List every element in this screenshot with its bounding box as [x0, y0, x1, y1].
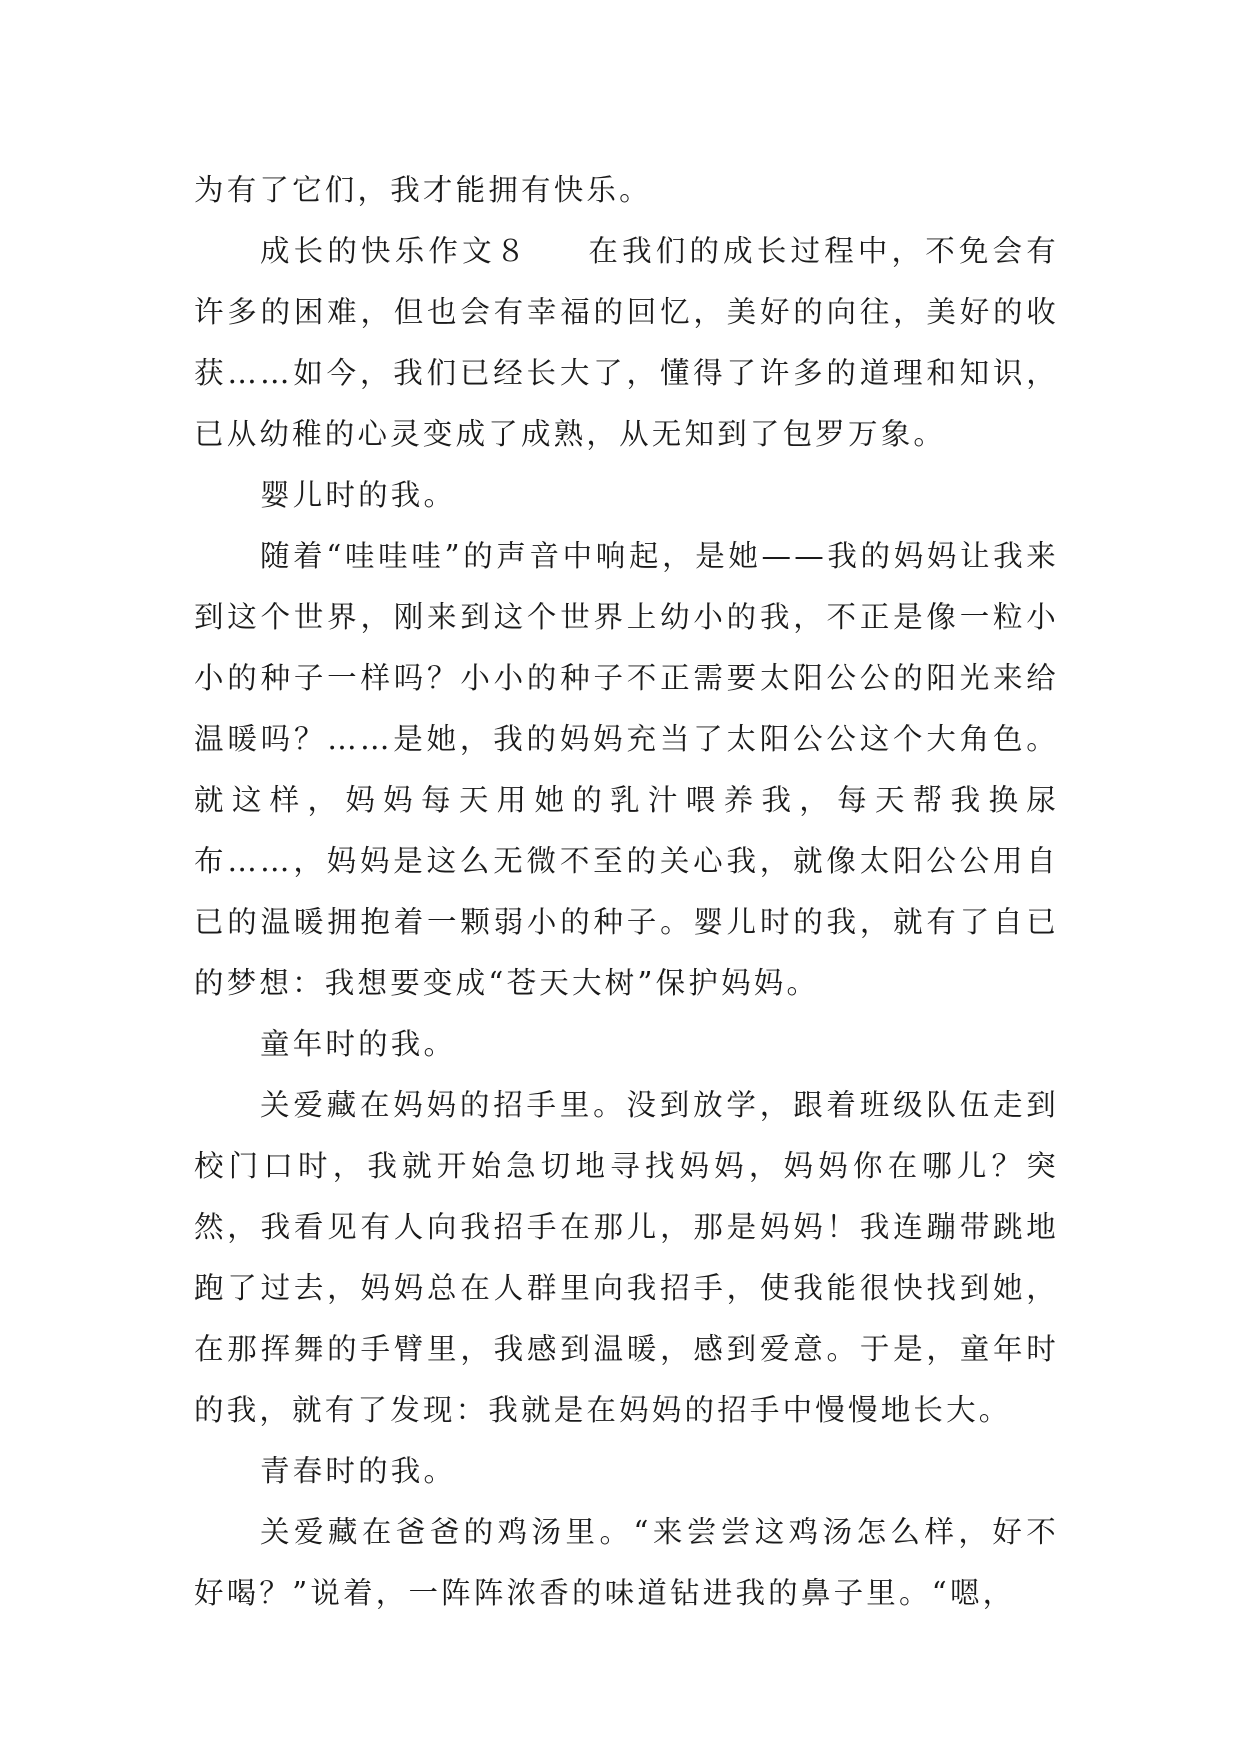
paragraph-6-text: 关爱藏在妈妈的招手里。没到放学，跟着班级队伍走到校门口时，我就开始急切地寻找妈妈，妈妈你在哪儿？突然，我看见有人向我招手在那儿，那是妈妈！我连蹦带跳地跑了过去，妈妈总在人群里向我招手，使我能很快找到她，在那挥舞的手臂里，我感到温暖，感到爱意。于是，童年时的我，就有了发现：我就是在妈妈的招手中慢慢地长大。	[194, 1088, 1059, 1427]
paragraph-1-text: 为有了它们，我才能拥有快乐。	[194, 173, 652, 207]
section-heading-infant	[194, 465, 1059, 526]
paragraph-2	[194, 221, 1059, 465]
paragraph-3-text: 婴儿时的我。	[260, 478, 457, 512]
section-heading-youth	[194, 1441, 1059, 1502]
paragraph-4	[194, 526, 1059, 1014]
paragraph-8-text: 关爱藏在爸爸的鸡汤里。“来尝尝这鸡汤怎么样，好不好喝？”说着，一阵阵浓香的味道钻进我的鼻子里。“嗯，	[194, 1515, 1059, 1610]
document-body	[194, 160, 1059, 1624]
paragraph-5-text: 童年时的我。	[260, 1027, 457, 1061]
paragraph-8	[194, 1502, 1059, 1624]
essay-title: 成长的快乐作文８	[260, 234, 530, 268]
paragraph-7-text: 青春时的我。	[260, 1454, 457, 1488]
paragraph-6	[194, 1075, 1059, 1441]
section-heading-childhood	[194, 1014, 1059, 1075]
paragraph-2-text: 在我们的成长过程中，不免会有许多的困难，但也会有幸福的回忆，美好的向往，美好的收获……如今，我们已经长大了，懂得了许多的道理和知识，已从幼稚的心灵变成了成熟，从无知到了包罗万象。	[194, 234, 1059, 451]
paragraph-1	[194, 160, 1059, 221]
paragraph-4-text: 随着“哇哇哇”的声音中响起，是她——我的妈妈让我来到这个世界，刚来到这个世界上幼小的我，不正是像一粒小小的种子一样吗？小小的种子不正需要太阳公公的阳光来给温暖吗？……是她，我的妈妈充当了太阳公公这个大角色。就这样，妈妈每天用她的乳汁喂养我，每天帮我换尿布……，妈妈是这么无微不至的关心我，就像太阳公公用自已的温暖拥抱着一颗弱小的种子。婴儿时的我，就有了自已的梦想：我想要变成“苍天大树”保护妈妈。	[194, 539, 1059, 1000]
